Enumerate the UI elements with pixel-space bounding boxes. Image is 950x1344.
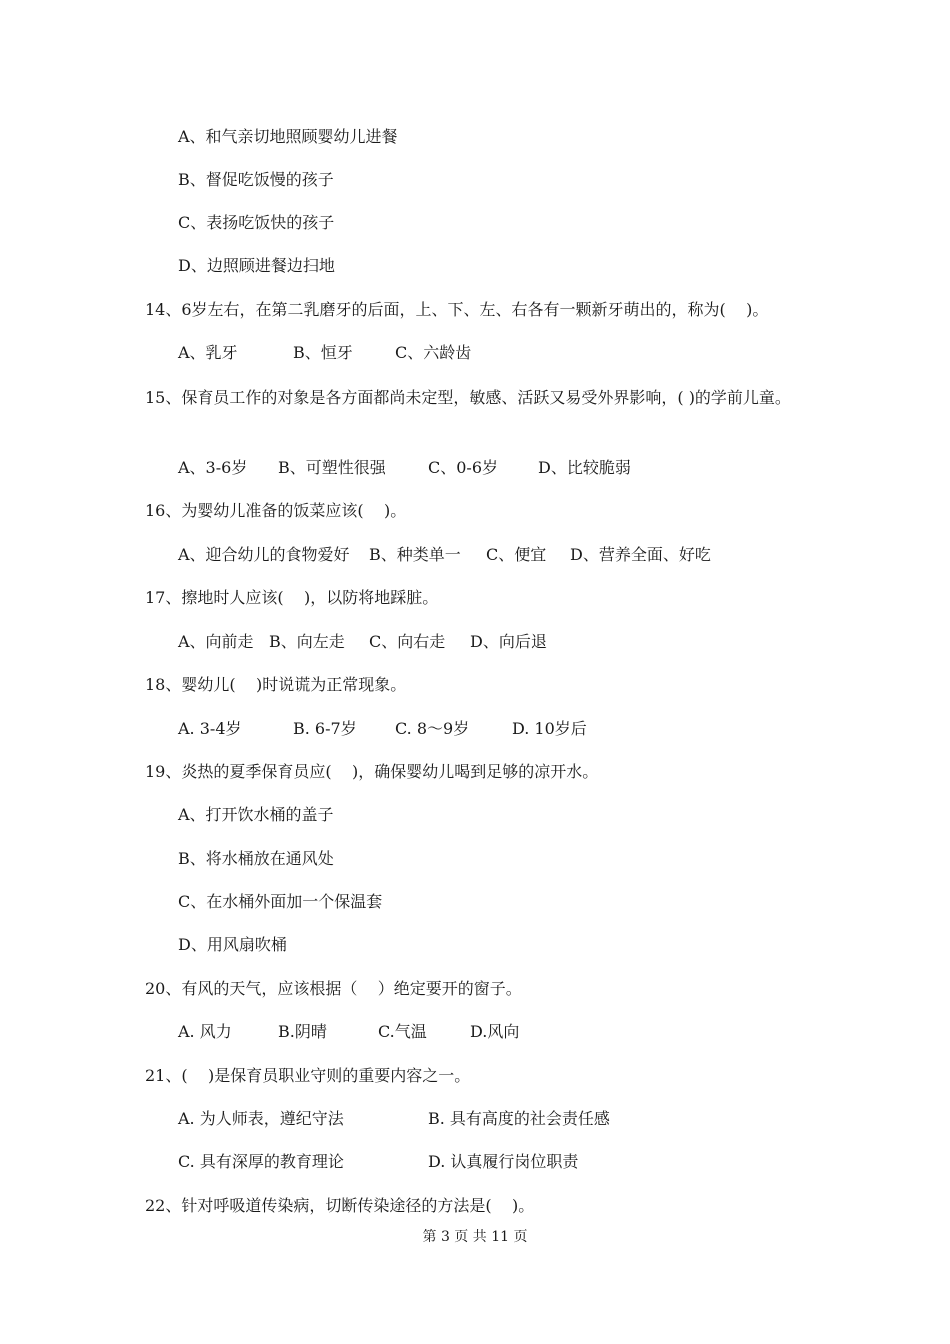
q20-stem: 20、有风的天气，应该根据（ ）绝定要开的窗子。 [145,979,522,998]
q14-option-b: B、恒牙 [293,343,353,362]
q18-option-a: A. 3-4岁 [178,719,242,738]
q16-option-a: A、迎合幼儿的食物爱好 [178,545,350,564]
q17-option-b: B、向左走 [269,632,345,651]
q20-option-a: A. 风力 [178,1022,232,1041]
q17-stem: 17、擦地时人应该( )，以防将地踩脏。 [145,588,439,607]
q19-option-a: A、打开饮水桶的盖子 [178,805,334,824]
q15-stem: 15、保育员工作的对象是各方面都尚未定型，敏感、活跃又易受外界影响，( )的学前儿童。 [145,388,791,407]
q14-stem: 14、6岁左右，在第二乳磨牙的后面，上、下、左、右各有一颗新牙萌出的，称为( )。 [145,300,769,319]
q14-option-c: C、六龄齿 [395,343,472,362]
q20-option-b: B.阴晴 [278,1022,327,1041]
q18-stem: 18、婴幼儿( )时说谎为正常现象。 [145,675,407,694]
q13-option-b: B、督促吃饭慢的孩子 [178,170,334,189]
q17-option-d: D、向后退 [470,632,547,651]
q15-option-b: B、可塑性很强 [278,458,386,477]
q13-option-a: A、和气亲切地照顾婴幼儿进餐 [178,127,398,146]
q16-option-b: B、种类单一 [369,545,461,564]
q16-option-d: D、营养全面、好吃 [570,545,711,564]
page-number-footer: 第 3 页 共 11 页 [422,1229,528,1245]
q19-option-c: C、在水桶外面加一个保温套 [178,892,383,911]
q13-option-c: C、表扬吃饭快的孩子 [178,213,335,232]
q15-option-d: D、比较脆弱 [538,458,631,477]
q18-option-b: B. 6-7岁 [293,719,357,738]
q16-stem: 16、为婴幼儿准备的饭菜应该( )。 [145,501,407,520]
q17-option-a: A、向前走 [178,632,254,651]
q14-option-a: A、乳牙 [178,343,238,362]
q21-option-c: C. 具有深厚的教育理论 [178,1152,344,1171]
q19-stem: 19、炎热的夏季保育员应( )，确保婴幼儿喝到足够的凉开水。 [145,762,599,781]
q15-option-c: C、0-6岁 [428,458,499,477]
q19-option-d: D、用风扇吹桶 [178,935,287,954]
q18-option-c: C. 8～9岁 [395,719,470,738]
q21-stem: 21、( )是保育员职业守则的重要内容之一。 [145,1066,471,1085]
q18-option-d: D. 10岁后 [512,719,587,738]
q21-option-b: B. 具有高度的社会责任感 [428,1109,610,1128]
q21-option-a: A. 为人师表，遵纪守法 [178,1109,344,1128]
q16-option-c: C、便宜 [486,545,547,564]
q13-option-d: D、边照顾进餐边扫地 [178,256,335,275]
q19-option-b: B、将水桶放在通风处 [178,849,334,868]
q20-option-c: C.气温 [378,1022,427,1041]
q21-option-d: D. 认真履行岗位职责 [428,1152,579,1171]
q22-stem: 22、针对呼吸道传染病，切断传染途径的方法是( )。 [145,1196,535,1215]
q15-option-a: A、3-6岁 [178,458,248,477]
q20-option-d: D.风向 [470,1022,520,1041]
q17-option-c: C、向右走 [369,632,446,651]
